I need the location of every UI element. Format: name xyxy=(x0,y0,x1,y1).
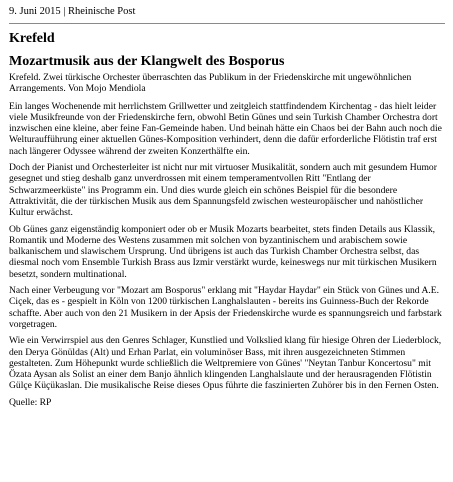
section-title: Krefeld xyxy=(9,31,55,46)
article-paragraph: Doch der Pianist und Orchesterleiter ist nicht nur mit virtuoser Musikalität, sondern auch mit gesundem Humor gesegnet und stieg deshalb ganz unverdrossen mit einem temperamentvollen Ritt "Entlang der Schwarzmeerküste" ins Programm ein. Und dies wurde gleich ein schönes Beispiel für die besondere Attraktivität, die der türkischen Musik aus dem Spannungsfeld zwischen westeuropäischer und nahöstlicher Kultur erwächst. xyxy=(9,162,437,219)
article-paragraph: Wie ein Verwirrspiel aus den Genres Schlager, Kunstlied und Volkslied klang für hiesige Ohren der Liederblock, den Derya Gönüldas (Alt) und Erhan Parlat, ein voluminöser Bass, mit ihren ausgezeichneten Stimmen gestalteten. Zum Höhepunkt wurde schließlich die Weltpremiere von Günes' "Neytan Tanbur Koncertosu" mit Özata Aysan als Solist an einer dem Banjo ähnlich klingenden Langhalslaute und der herausragenden Flötistin Gülçe Küçükaslan. Die musikalische Reise dieses Opus führte die faszinierten Zuhörer bis in den Fernen Osten. xyxy=(9,335,442,392)
header-divider xyxy=(9,23,445,24)
article-source: Quelle: RP xyxy=(9,396,52,408)
article-lead: Krefeld. Zwei türkische Orchester überraschten das Publikum in der Friedenskirche mit ungewöhnlichen Arrangements. Von Mojo Mendiola xyxy=(9,72,412,95)
article-paragraph: Ein langes Wochenende mit herrlichstem Grillwetter und zeitgleich stattfindendem Kirchentag - das hielt leider viele Musikfreunde von der Friedenskirche fern, obwohl Betin Günes und sein Turkish Chamber Orchestra dort inzwischen eine kleine, aber feine Fan-Gemeinde haben. Und beinah hätte ein Chaos bei der Bahn auch noch die Welturaufführung einer aktuellen Günes-Komposition verhindert, denn die dafür erforderliche Flötistin traf erst nach längerer Odyssee während der zweiten Konzerthälfte ein. xyxy=(9,100,442,157)
publication-name: Rheinische Post xyxy=(68,6,136,17)
article-headline: Mozartmusik aus der Klangwelt des Bosporus xyxy=(9,54,285,69)
article-paragraph: Ob Günes ganz eigenständig komponiert oder ob er Musik Mozarts bearbeitet, stets finden Details aus Klassik, Romantik und Moderne des Westens zusammen mit solchen von byzantinischem und arabischem sowie balkanischem und slawischem Ursprung. Und übrigens ist auch das Turkish Chamber Orchestra selbst, das diesmal noch vom Ensemble Turkish Brass aus Izmir verstärkt wurde, keineswegs nur mit türkischen Musikern besetzt, sondern multinational. xyxy=(9,223,437,280)
dateline xyxy=(9,6,445,18)
article-paragraph: Nach einer Verbeugung vor "Mozart am Bosporus" erklang mit "Haydar Haydar" ein Stück von Günes und A.E. Ciçek, das es - gespielt in Köln von 1200 türkischen Langhalslauten - bereits ins Guinness-Buch der Rekorde schaffte. Aber auch von den 21 Musikern in der Apsis der Friedenskirche wurde es spannungsreich und farbstark vorgetragen. xyxy=(9,285,442,330)
publication-date: 9. Juni 2015 xyxy=(9,6,61,17)
dateline-separator: | xyxy=(63,6,66,17)
